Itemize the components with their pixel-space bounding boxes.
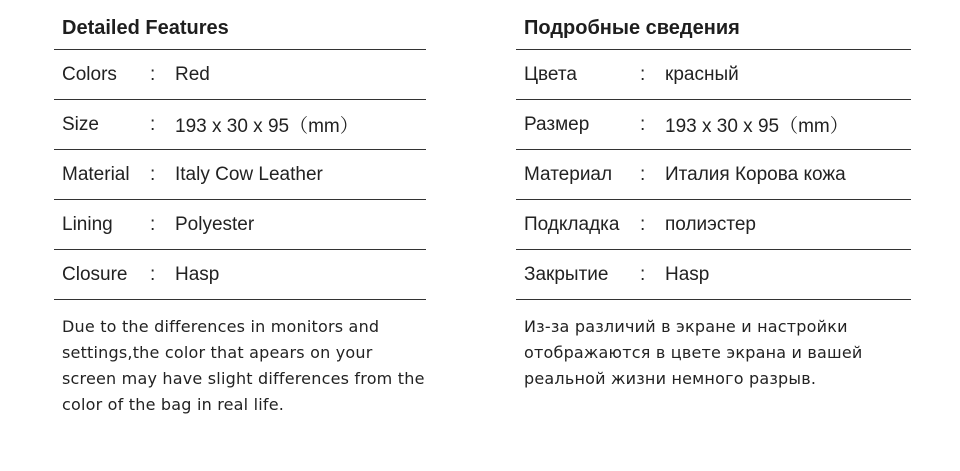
note-line: Due to the differences in monitors and <box>62 317 380 336</box>
feature-row-colors <box>54 50 426 100</box>
features-panel-english <box>54 8 426 418</box>
feature-value: Italy Cow Leather <box>175 163 323 185</box>
feature-value: Polyester <box>175 213 255 235</box>
feature-label: Closure <box>62 263 128 285</box>
feature-separator: : <box>640 113 646 135</box>
feature-separator: : <box>150 213 156 235</box>
feature-label: Цвета <box>524 63 577 85</box>
feature-row-closure <box>54 250 426 300</box>
note-line: screen may have slight differences from the <box>62 369 425 388</box>
feature-label: Подкладка <box>524 213 620 235</box>
feature-separator: : <box>150 163 156 185</box>
panel-title: Detailed Features <box>54 8 426 50</box>
feature-row-lining <box>54 200 426 250</box>
feature-label: Lining <box>62 213 113 235</box>
feature-label: Material <box>62 163 130 185</box>
feature-row-closure <box>516 250 911 300</box>
color-disclaimer-note <box>54 314 426 418</box>
feature-separator: : <box>150 263 156 285</box>
feature-separator: : <box>640 163 646 185</box>
note-line: отображаются в цвете экрана и вашей <box>524 343 863 362</box>
feature-value: 193 x 30 x 95（mm） <box>175 116 359 137</box>
panel-title: Подробные сведения <box>516 8 911 50</box>
feature-separator: : <box>640 213 646 235</box>
color-disclaimer-note <box>516 314 911 392</box>
feature-value: Hasp <box>665 263 710 285</box>
note-line: settings,the color that apears on your <box>62 343 373 362</box>
feature-label: Colors <box>62 63 117 85</box>
feature-separator: : <box>150 113 156 135</box>
features-panel-russian <box>516 8 911 392</box>
feature-value: Италия Корова кожа <box>665 163 846 185</box>
features-table <box>54 50 426 300</box>
feature-value: Red <box>175 63 210 85</box>
feature-label: Закрытие <box>524 263 609 285</box>
feature-row-size <box>54 100 426 150</box>
feature-separator: : <box>150 63 156 85</box>
note-line: реальной жизни немного разрыв. <box>524 369 817 388</box>
feature-row-lining <box>516 200 911 250</box>
feature-value: 193 x 30 x 95（mm） <box>665 116 849 137</box>
feature-separator: : <box>640 263 646 285</box>
feature-row-colors <box>516 50 911 100</box>
feature-value: полиэстер <box>665 213 756 235</box>
feature-label: Размер <box>524 113 590 135</box>
feature-separator: : <box>640 63 646 85</box>
feature-row-material <box>54 150 426 200</box>
feature-value: Hasp <box>175 263 220 285</box>
feature-label: Size <box>62 113 99 135</box>
feature-row-size <box>516 100 911 150</box>
feature-value: красный <box>665 63 739 85</box>
feature-label: Материал <box>524 163 613 185</box>
note-line: color of the bag in real life. <box>62 395 285 414</box>
feature-row-material <box>516 150 911 200</box>
note-line: Из-за различий в экране и настройки <box>524 317 848 336</box>
features-table <box>516 50 911 300</box>
